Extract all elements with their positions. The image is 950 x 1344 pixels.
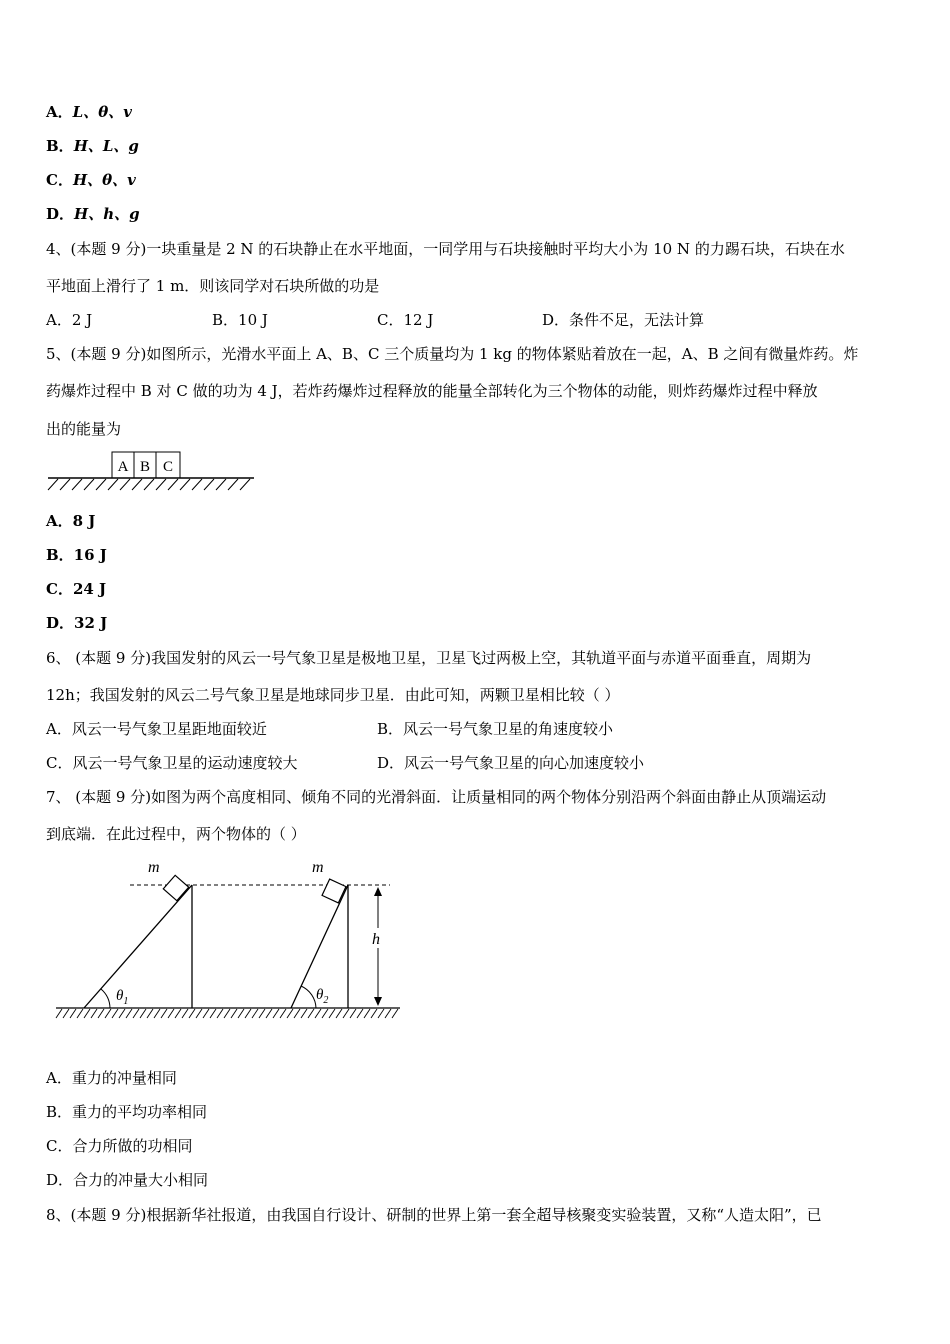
q4-option-b: B．10 J [212, 311, 268, 329]
block-c-label: C [162, 459, 174, 475]
incline-1 [84, 885, 192, 1008]
q6-stem-line1: 6、 (本题 9 分)我国发射的风云一号气象卫星是极地卫星，卫星飞过两极上空，其轨道平面与赤道平面垂直，周期为 [46, 649, 812, 667]
angle-arc-1 [101, 989, 110, 1008]
q4-option-a: A．2 J [46, 311, 93, 329]
block-b-label: B [139, 459, 151, 475]
block-a-label: A [117, 459, 129, 475]
height-arrow-bottom [374, 997, 382, 1006]
height-label: h [372, 931, 380, 948]
angle-arc-2 [301, 986, 316, 1008]
q5-stem-line2: 药爆炸过程中 B 对 C 做的功为 4 J，若炸药爆炸过程释放的能量全部转化为三个物体的动能，则炸药爆炸过程中释放 [46, 382, 818, 400]
q7-option-b: B．重力的平均功率相同 [46, 1103, 208, 1121]
q3-option-c: C．H、θ、v [46, 171, 136, 189]
block-m1 [163, 875, 188, 900]
q4-stem-line2: 平地面上滑行了 1 m．则该同学对石块所做的功是 [46, 277, 380, 295]
q4-stem-line1: 4、(本题 9 分)一块重量是 2 N 的石块静止在水平地面，一同学用与石块接触时平均大小为 10 N 的力踢石块，石块在水 [46, 240, 845, 258]
q3-option-a: A．L、θ、v [46, 103, 132, 121]
q4-option-c: C．12 J [377, 311, 434, 329]
q7-stem-line2: 到底端．在此过程中，两个物体的（ ） [46, 825, 306, 843]
theta-label-2: $\theta_2$ [316, 987, 329, 1006]
block-m2 [322, 879, 346, 903]
q3-option-b: B．H、L、g [46, 137, 139, 155]
q5-option-d: D．32 J [46, 614, 108, 632]
ground-hatch [48, 479, 250, 490]
q5-option-a: A．8 J [46, 512, 96, 530]
height-arrow-top [374, 887, 382, 896]
q7-option-c: C．合力所做的功相同 [46, 1137, 193, 1155]
q7-stem-line1: 7、 (本题 9 分)如图为两个高度相同、倾角不同的光滑斜面．让质量相同的两个物体分别沿两个斜面由静止从顶端运动 [46, 788, 827, 806]
q5-figure [44, 446, 260, 496]
q6-option-d: D．风云一号气象卫星的向心加速度较小 [377, 754, 645, 772]
mass-label-2: m [312, 859, 324, 876]
q7-option-a: A．重力的冲量相同 [46, 1069, 177, 1087]
q4-option-d: D．条件不足，无法计算 [542, 311, 705, 329]
q3-option-d: D．H、h、g [46, 205, 140, 223]
q7-figure [50, 850, 406, 1026]
q6-option-b: B．风云一号气象卫星的角速度较小 [377, 720, 614, 738]
q6-option-a: A．风云一号气象卫星距地面较近 [46, 720, 267, 738]
theta-label-1: $\theta_1$ [116, 988, 129, 1007]
q5-option-c: C．24 J [46, 580, 107, 598]
q6-option-c: C．风云一号气象卫星的运动速度较大 [46, 754, 298, 772]
mass-label-1: m [148, 859, 160, 876]
ground-hatch-q7 [56, 1009, 398, 1018]
q7-option-d: D．合力的冲量大小相同 [46, 1171, 209, 1189]
q6-stem-line2: 12h；我国发射的风云二号气象卫星是地球同步卫星．由此可知，两颗卫星相比较（ ） [46, 686, 620, 704]
q5-stem-line1: 5、(本题 9 分)如图所示，光滑水平面上 A、B、C 三个质量均为 1 kg 的物体紧贴着放在一起，A、B 之间有微量炸药。炸 [46, 345, 859, 363]
q5-option-b: B．16 J [46, 546, 107, 564]
q8-stem-line1: 8、(本题 9 分)根据新华社报道，由我国自行设计、研制的世界上第一套全超导核聚变实验装置，又称“人造太阳”，已 [46, 1206, 822, 1224]
q5-stem-line3: 出的能量为 [46, 420, 122, 438]
